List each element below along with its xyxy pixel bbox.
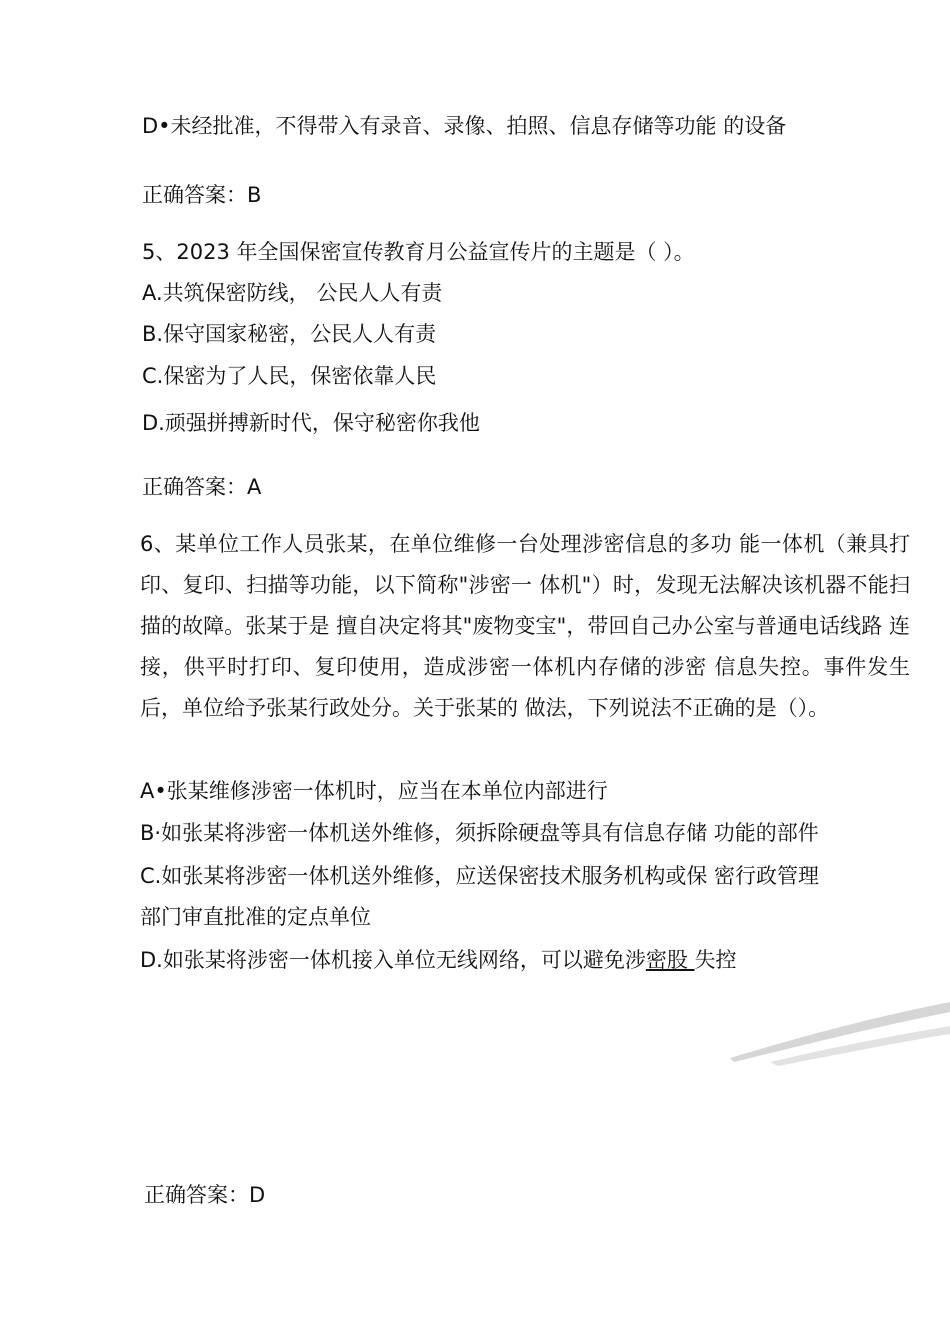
q6-answer: 正确答案：D <box>144 1183 266 1207</box>
q6-option-d-text: D.如张某将涉密一体机接入单位无线网络，可以避免涉 <box>140 948 646 972</box>
q5-option-a: A.共筑保密防线， 公民人人有责 <box>142 281 443 305</box>
q5-option-b: B.保守国家秘密，公民人人有责 <box>142 322 437 346</box>
q6-option-d-underlined: 密股 <box>645 948 695 972</box>
q5-option-d: D.顽强拼搏新时代，保守秘密你我他 <box>142 411 480 435</box>
q6-option-d <box>140 946 737 974</box>
q6-stem: 6、某单位工作人员张某，在单位维修一台处理涉密信息的多功 能一体机（兼具打印、复印、扫描等功能，以下简称"涉密一 体机"）时，发现无法解决该机器不能扫描的故障。张某于是 擅自决定将其"废物变宝"，带回自己办公室与普通电话线路 连接，供平时打印、复印使用，造成涉密一体机内存储的涉密 信息失控。事件发生后，单位给予张某行政处分。关于张某的 做法，下列说法不正确的是（）。 <box>140 532 910 720</box>
q4-option-d: D•未经批准，不得带入有录音、录像、拍照、信息存储等功能 的设备 <box>142 114 787 138</box>
q6-option-c-cont: 部门审直批准的定点单位 <box>140 905 371 929</box>
q6-option-b: B·如张某将涉密一体机送外维修，须拆除硬盘等具有信息存储 功能的部件 <box>140 821 819 845</box>
q6-option-d-tail: 失控 <box>694 948 737 972</box>
q4-answer: 正确答案：B <box>142 183 262 207</box>
watermark-swoosh <box>730 990 950 1070</box>
q6-option-a: A•张某维修涉密一体机时，应当在本单位内部进行 <box>140 779 608 803</box>
q5-stem: 5、2023 年全国保密宣传教育月公益宣传片的主题是（ ）。 <box>142 240 695 264</box>
q5-answer: 正确答案：A <box>142 475 262 499</box>
q6-option-c: C.如张某将涉密一体机送外维修，应送保密技术服务机构或保 密行政管理 <box>140 864 820 888</box>
q5-option-c: C.保密为了人民，保密依靠人民 <box>142 364 437 388</box>
